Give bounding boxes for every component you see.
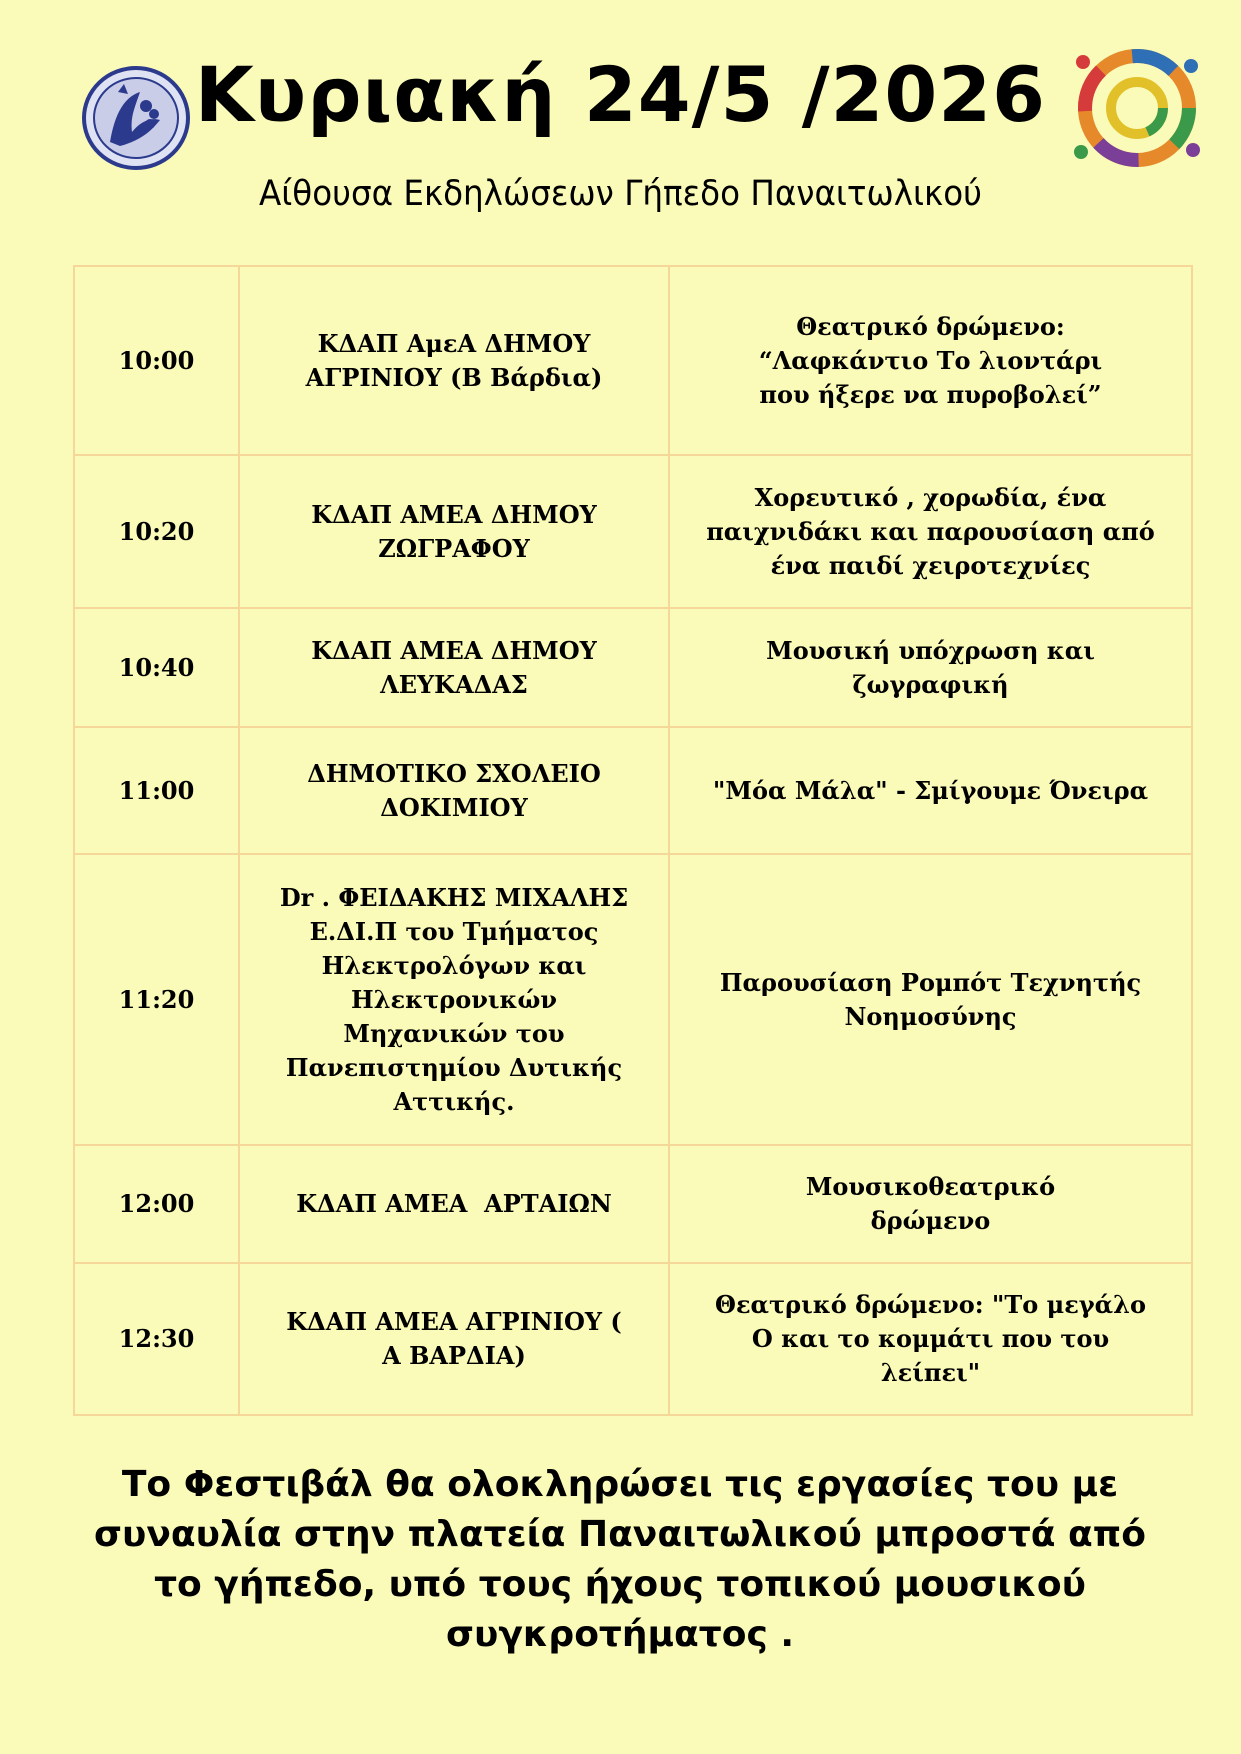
schedule-table (73, 265, 1193, 1416)
venue-subtitle: Αίθουσα Εκδηλώσεων Γήπεδο Παναιτωλικού (259, 174, 982, 214)
page-title: Κυριακή 24/5 /2026 (194, 50, 1047, 139)
activity-text: Μουσικοθεατρικό δρώμενο (805, 1172, 1056, 1235)
activity-cell (669, 455, 1192, 608)
activity-text: Χορευτικό , χορωδία, ένα παιχνιδάκι και παρουσίαση από ένα παιδί χειροτεχνίες (706, 482, 1155, 580)
table-row (74, 854, 1192, 1145)
group-cell (239, 455, 669, 608)
group-text: ΚΔΑΠ ΑΜΕΑ ΔΗΜΟΥ ΛΕΥΚΑΔΑΣ (311, 635, 597, 699)
table-row (74, 266, 1192, 455)
time-cell: 10:20 (74, 455, 239, 608)
group-cell (239, 1263, 669, 1415)
table-row (74, 1263, 1192, 1415)
group-text: Dr . ΦΕΙΔΑΚΗΣ ΜΙΧΑΛΗΣ Ε.ΔΙ.Π του Τμήματος Ηλεκτρολόγων και Ηλεκτρονικών Μηχανικών του Πανεπιστημίου Δυτικής Αττικής. (279, 882, 629, 1116)
activity-cell (669, 266, 1192, 455)
group-cell (239, 266, 669, 455)
activity-text: Μουσική υπόχρωση και ζωγραφική (766, 635, 1095, 699)
table-row (74, 727, 1192, 854)
activity-cell (669, 1263, 1192, 1415)
activity-text: Θεατρικό δρώμενο: "Το μεγάλο Ο και το κομμάτι που του λείπει" (715, 1290, 1146, 1387)
activity-text: Θεατρικό δρώμενο: “Λαφκάντιο Το λιοντάρι που ήξερε να πυροβολεί” (758, 311, 1103, 409)
time-cell: 11:20 (74, 854, 239, 1145)
time-cell: 12:30 (74, 1263, 239, 1415)
group-text: ΚΔΑΠ ΑΜΕΑ ΑΓΡΙΝΙΟΥ ( Α ΒΑΡΔΙΑ) (286, 1307, 622, 1370)
table-row (74, 1145, 1192, 1263)
group-text: ΚΔΑΠ ΑΜΕΑ ΑΡΤΑΙΩΝ (296, 1189, 612, 1218)
group-text: ΚΔΑΠ ΑμεΑ ΔΗΜΟΥ ΑΓΡΙΝΙΟΥ (Β Βάρδια) (305, 328, 603, 392)
table-row (74, 608, 1192, 727)
activity-cell (669, 1145, 1192, 1263)
time-cell: 10:00 (74, 266, 239, 455)
activity-cell (669, 608, 1192, 727)
group-text: ΔΗΜΟΤΙΚΟ ΣΧΟΛΕΙΟ ΔΟΚΙΜΙΟΥ (307, 758, 601, 822)
group-cell (239, 727, 669, 854)
table-row (74, 455, 1192, 608)
activity-cell (669, 854, 1192, 1145)
activity-cell (669, 727, 1192, 854)
group-cell (239, 608, 669, 727)
group-cell (239, 854, 669, 1145)
time-cell: 11:00 (74, 727, 239, 854)
group-cell (239, 1145, 669, 1263)
activity-text: "Μόα Μάλα" - Σμίγουμε Όνειρα (712, 775, 1149, 805)
closing-announcement: Το Φεστιβάλ θα ολοκληρώσει τις εργασίες του με συναυλία στην πλατεία Παναιτωλικού μπροστά από το γήπεδο, υπό τους ήχους τοπικού μουσικού συγκροτήματος . (93, 1464, 1147, 1655)
activity-text: Παρουσίαση Ρομπότ Τεχνητής Νοημοσύνης (719, 967, 1142, 1031)
time-cell: 12:00 (74, 1145, 239, 1263)
time-cell: 10:40 (74, 608, 239, 727)
group-text: ΚΔΑΠ ΑΜΕΑ ΔΗΜΟΥ ΖΩΓΡΑΦΟΥ (311, 499, 597, 563)
